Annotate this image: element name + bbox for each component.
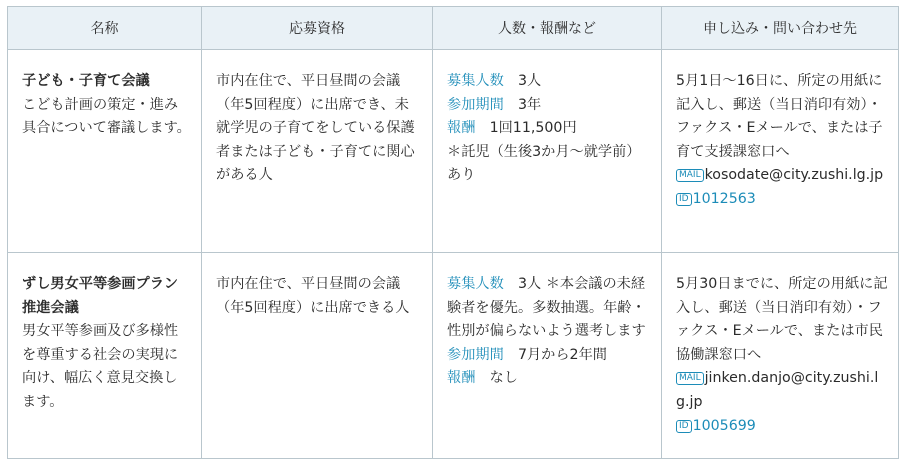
page-id: 1005699 <box>692 417 756 434</box>
eligibility-cell: 市内在住で、平日昼間の会議（年5回程度）に出席でき、未就学児の子育てをしている保護者または子ども・子育てに関心がある人 <box>202 50 433 253</box>
committee-title: 子ども・子育て会議 <box>22 73 150 89</box>
recruitment-table <box>7 6 899 459</box>
mail-icon: MAIL <box>676 372 704 385</box>
committee-title: ずし男女平等参画プラン推進会議 <box>22 276 179 316</box>
reward-label: 報酬 <box>447 120 476 137</box>
email-link[interactable]: kosodate@city.zushi.lg.jp <box>704 167 884 184</box>
table-row <box>8 50 899 253</box>
header-contact: 申し込み・問い合わせ先 <box>662 7 899 50</box>
recruitment-cell <box>433 50 662 253</box>
header-eligibility: 応募資格 <box>202 7 433 50</box>
recruitment-cell <box>433 253 662 459</box>
recruit-count-label: 募集人数 <box>447 73 504 89</box>
period-label: 参加期間 <box>447 96 504 113</box>
id-icon: ID <box>676 420 692 433</box>
page-id: 1012563 <box>692 190 756 207</box>
committee-description: 男女平等参画及び多様性を尊重する社会の実現に向け、幅広く意見交換します。 <box>22 323 179 410</box>
reward-value: なし <box>489 370 518 387</box>
contact-cell <box>662 50 899 253</box>
contact-text: 5月1日～16日に、所定の用紙に記入し、郵送（当日消印有効）・ファクス・Eメールで、または子育て支援課窓口へ <box>676 73 883 160</box>
header-recruitment: 人数・報酬など <box>433 7 662 50</box>
header-name: 名称 <box>8 7 202 50</box>
recruit-count-value: 3人 ＊本会議の未経験者を優先。多数抽選。年齢・性別が偏らないよう選考します <box>447 276 646 340</box>
period-value: 3年 <box>517 96 542 113</box>
reward-label: 報酬 <box>447 370 476 387</box>
period-label: 参加期間 <box>447 346 504 363</box>
reward-value: 1回11,500円 <box>489 120 577 137</box>
id-icon: ID <box>676 193 692 206</box>
mail-icon: MAIL <box>676 169 704 182</box>
table-row <box>8 253 899 459</box>
contact-cell <box>662 253 899 459</box>
childcare-note: ＊託児（生後3か月～就学前）あり <box>447 143 641 184</box>
eligibility-cell: 市内在住で、平日昼間の会議（年5回程度）に出席できる人 <box>202 253 433 459</box>
committee-description: こども計画の策定・進み具合について審議します。 <box>22 96 191 137</box>
header-row <box>8 7 899 50</box>
name-cell <box>8 50 202 253</box>
recruit-count-value: 3人 <box>517 73 542 89</box>
period-value: 7月から2年間 <box>517 346 607 363</box>
contact-text: 5月30日までに、所定の用紙に記入し、郵送（当日消印有効）・ファクス・Eメールで、または市民協働課窓口へ <box>676 276 888 363</box>
name-cell <box>8 253 202 459</box>
recruit-count-label: 募集人数 <box>447 276 504 292</box>
email-link[interactable]: jinken.danjo@city.zushi.lg.jp <box>676 370 879 410</box>
